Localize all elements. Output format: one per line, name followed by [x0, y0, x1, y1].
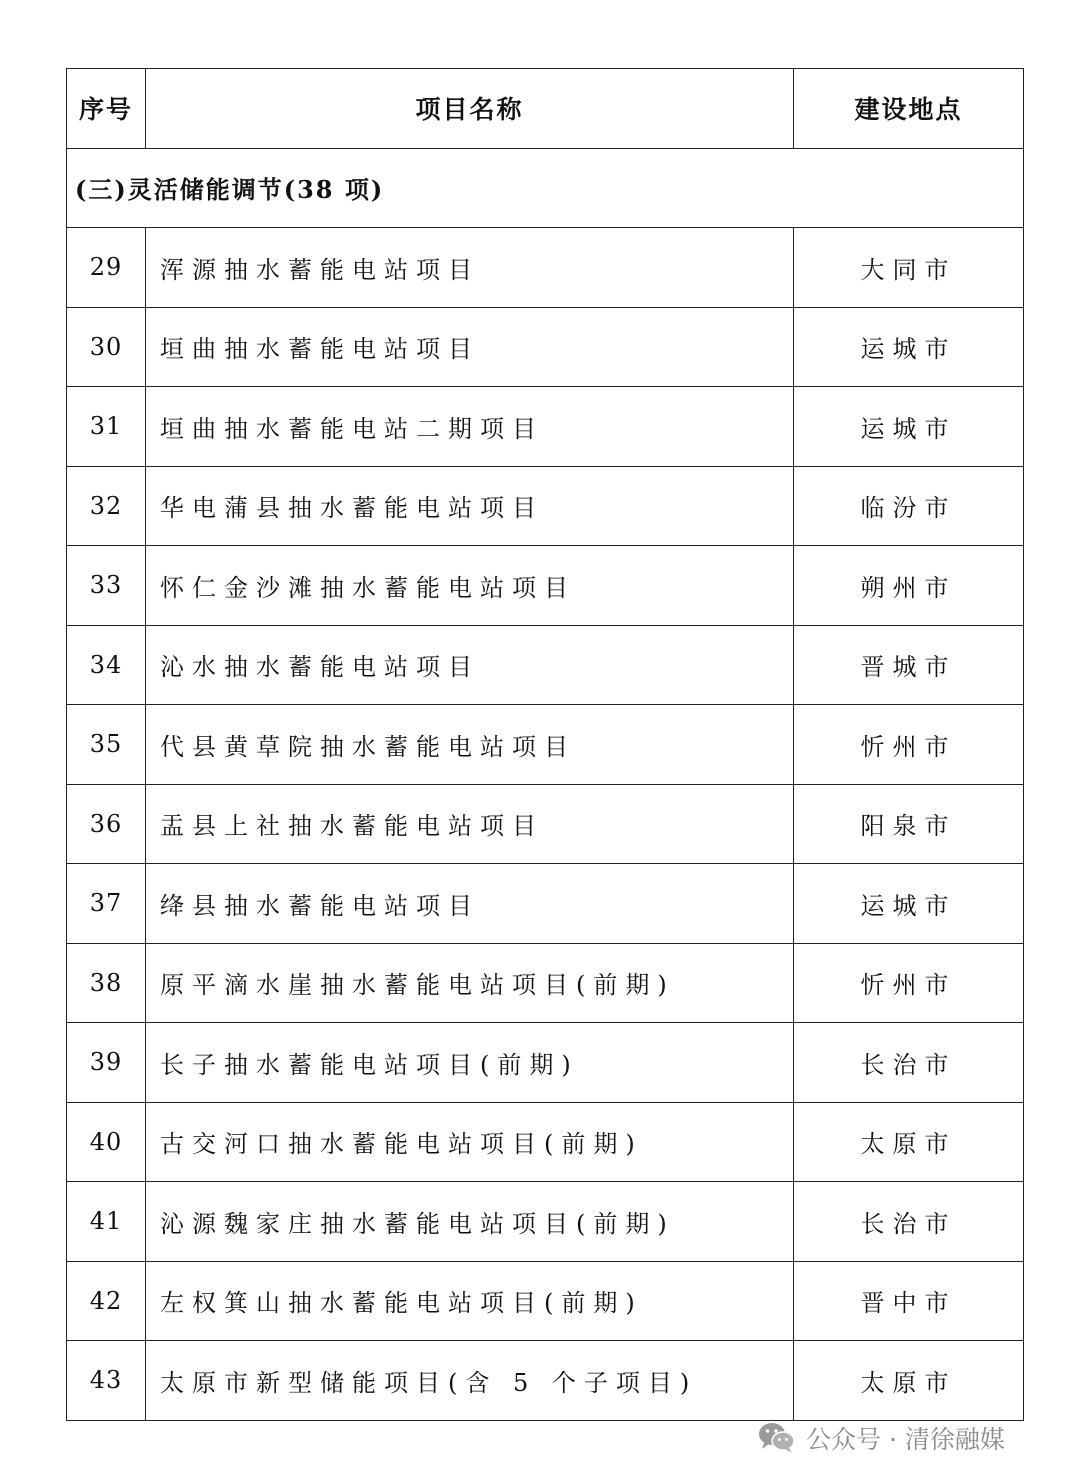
table-row — [67, 784, 1024, 864]
wechat-icon — [758, 1421, 796, 1455]
table-row — [67, 228, 1024, 308]
project-name: 长子抽水蓄能电站项目(前期) — [146, 1023, 794, 1103]
row-number: 30 — [67, 307, 146, 387]
project-location: 大同市 — [794, 228, 1024, 308]
project-location: 晋中市 — [794, 1261, 1024, 1341]
table-row — [67, 1341, 1024, 1421]
row-number: 41 — [67, 1182, 146, 1262]
header-location: 建设地点 — [794, 69, 1024, 149]
row-number: 39 — [67, 1023, 146, 1103]
project-location: 朔州市 — [794, 546, 1024, 626]
watermark — [758, 1418, 1005, 1458]
header-name: 项目名称 — [146, 69, 794, 149]
header-no: 序号 — [67, 69, 146, 149]
project-location: 太原市 — [794, 1341, 1024, 1421]
project-location: 忻州市 — [794, 705, 1024, 785]
table-header-row — [67, 69, 1024, 149]
table-row — [67, 1182, 1024, 1262]
project-table — [66, 68, 1024, 1421]
table-row — [67, 307, 1024, 387]
project-name: 浑源抽水蓄能电站项目 — [146, 228, 794, 308]
table-row — [67, 546, 1024, 626]
project-location: 临汾市 — [794, 466, 1024, 546]
project-location: 运城市 — [794, 307, 1024, 387]
project-location: 晋城市 — [794, 625, 1024, 705]
table-row — [67, 1102, 1024, 1182]
project-name: 左权箕山抽水蓄能电站项目(前期) — [146, 1261, 794, 1341]
row-number: 43 — [67, 1341, 146, 1421]
row-number: 33 — [67, 546, 146, 626]
row-number: 31 — [67, 387, 146, 467]
row-number: 35 — [67, 705, 146, 785]
project-name: 沁水抽水蓄能电站项目 — [146, 625, 794, 705]
project-name: 沁源魏家庄抽水蓄能电站项目(前期) — [146, 1182, 794, 1262]
table-row — [67, 466, 1024, 546]
project-name: 华电蒲县抽水蓄能电站项目 — [146, 466, 794, 546]
row-number: 42 — [67, 1261, 146, 1341]
row-number: 40 — [67, 1102, 146, 1182]
project-location: 长治市 — [794, 1023, 1024, 1103]
row-number: 34 — [67, 625, 146, 705]
table-row — [67, 625, 1024, 705]
table-row — [67, 943, 1024, 1023]
table-row — [67, 387, 1024, 467]
project-name: 怀仁金沙滩抽水蓄能电站项目 — [146, 546, 794, 626]
table-row — [67, 1261, 1024, 1341]
project-location: 忻州市 — [794, 943, 1024, 1023]
project-name: 古交河口抽水蓄能电站项目(前期) — [146, 1102, 794, 1182]
row-number: 29 — [67, 228, 146, 308]
row-number: 36 — [67, 784, 146, 864]
project-name: 代县黄草院抽水蓄能电站项目 — [146, 705, 794, 785]
project-name: 绛县抽水蓄能电站项目 — [146, 864, 794, 944]
project-location: 太原市 — [794, 1102, 1024, 1182]
table-row — [67, 1023, 1024, 1103]
project-location: 阳泉市 — [794, 784, 1024, 864]
project-location: 运城市 — [794, 387, 1024, 467]
project-name: 盂县上社抽水蓄能电站项目 — [146, 784, 794, 864]
section-title: (三)灵活储能调节(38 项) — [67, 148, 1024, 228]
project-name: 太原市新型储能项目(含 5 个子项目) — [146, 1341, 794, 1421]
project-location: 运城市 — [794, 864, 1024, 944]
table-row — [67, 705, 1024, 785]
project-name: 垣曲抽水蓄能电站二期项目 — [146, 387, 794, 467]
row-number: 37 — [67, 864, 146, 944]
project-name: 原平滴水崖抽水蓄能电站项目(前期) — [146, 943, 794, 1023]
table-row — [67, 864, 1024, 944]
row-number: 38 — [67, 943, 146, 1023]
row-number: 32 — [67, 466, 146, 546]
project-location: 长治市 — [794, 1182, 1024, 1262]
project-name: 垣曲抽水蓄能电站项目 — [146, 307, 794, 387]
section-row — [67, 148, 1024, 228]
watermark-text: 公众号 · 清徐融媒 — [806, 1425, 1005, 1454]
